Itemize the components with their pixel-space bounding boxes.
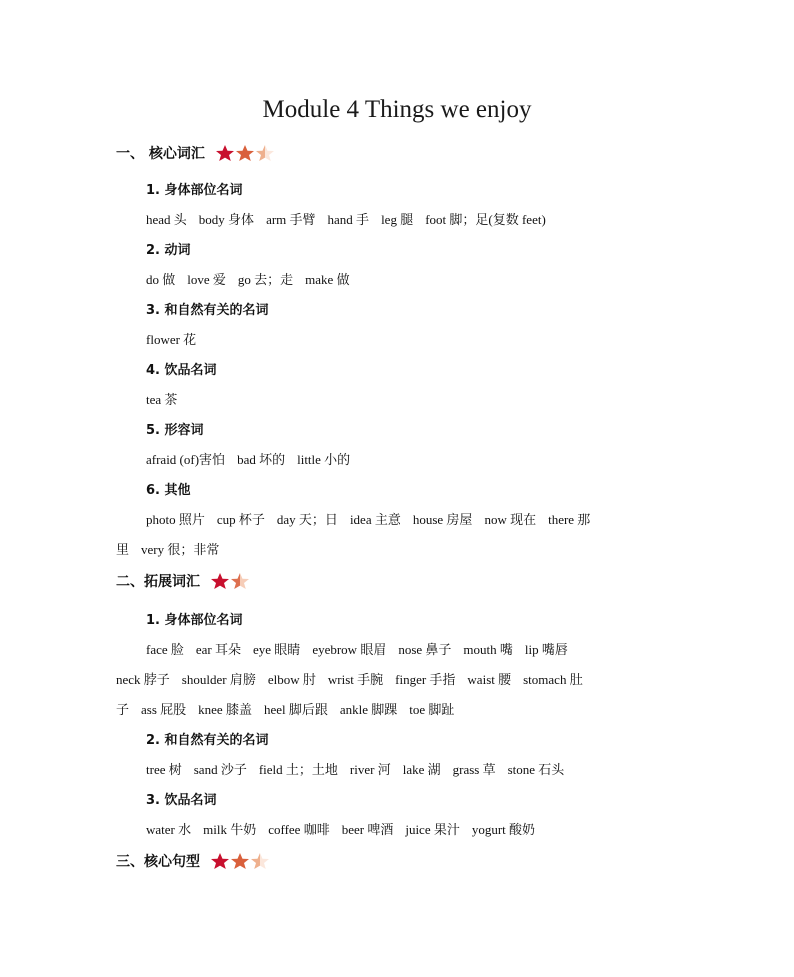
star-icon <box>210 852 230 870</box>
half-star-icon <box>255 144 275 162</box>
vocab-item: afraid (of)害怕 <box>146 452 226 467</box>
vocab-item: waist 腰 <box>467 672 512 687</box>
vocab-item: make 做 <box>305 272 350 287</box>
subheading: 3. 饮品名词 <box>146 793 217 808</box>
vocab-item: love 爱 <box>187 272 226 287</box>
word-line <box>146 449 350 468</box>
vocab-item: water 水 <box>146 822 192 837</box>
vocab-item: cup 杯子 <box>216 512 265 527</box>
word-line <box>146 329 196 348</box>
vocab-item: bad 坏的 <box>237 452 286 467</box>
vocab-item: ankle 脚踝 <box>339 702 398 717</box>
half-star-icon <box>250 852 270 870</box>
difficulty-stars <box>210 572 250 590</box>
vocab-item: hand 手 <box>327 212 370 227</box>
vocab-item: heel 脚后跟 <box>263 702 328 717</box>
word-line <box>116 669 583 688</box>
word-line <box>146 509 590 528</box>
section-heading-core-vocab <box>116 143 275 163</box>
vocab-item: head 头 <box>146 212 187 227</box>
word-line <box>146 639 568 658</box>
vocab-item: juice 果汁 <box>405 822 460 837</box>
vocab-item: ear 耳朵 <box>195 642 242 657</box>
vocab-item: face 脸 <box>146 642 184 657</box>
vocab-item: beer 啤酒 <box>341 822 394 837</box>
vocab-item: ass 屁股 <box>141 702 187 717</box>
section-label: 二、拓展词汇 <box>116 574 200 590</box>
difficulty-stars <box>215 144 275 162</box>
vocab-item: do 做 <box>146 272 176 287</box>
vocab-item: nose 鼻子 <box>398 642 452 657</box>
vocab-item: tea 茶 <box>146 392 178 407</box>
vocab-item: stomach 肚 <box>523 672 583 687</box>
vocab-item: lip 嘴唇 <box>524 642 568 657</box>
vocab-item: neck 脖子 <box>116 672 170 687</box>
vocab-item: knee 膝盖 <box>198 702 252 717</box>
vocab-item: tree 树 <box>146 762 182 777</box>
vocab-item: stone 石头 <box>507 762 565 777</box>
vocab-item: lake 湖 <box>402 762 441 777</box>
vocab-item: sand 沙子 <box>193 762 247 777</box>
vocab-item: yogurt 酸奶 <box>471 822 536 837</box>
vocab-item: elbow 肘 <box>267 672 316 687</box>
star-icon <box>230 852 250 870</box>
vocab-item: photo 照片 <box>146 512 205 527</box>
vocab-item: eye 眼睛 <box>253 642 301 657</box>
subheading: 4. 饮品名词 <box>146 363 217 378</box>
subheading: 2. 动词 <box>146 243 191 258</box>
subheading: 2. 和自然有关的名词 <box>146 733 269 748</box>
vocab-item: very 很；非常 <box>141 542 220 557</box>
vocab-item: toe 脚趾 <box>409 702 455 717</box>
subheading: 5. 形容词 <box>146 423 204 438</box>
word-line <box>116 699 454 718</box>
vocab-item: idea 主意 <box>349 512 401 527</box>
section-label: 三、核心句型 <box>116 854 200 870</box>
vocab-item: there 那 <box>548 512 591 527</box>
vocab-item: field 土；土地 <box>258 762 338 777</box>
vocab-item: wrist 手腕 <box>327 672 384 687</box>
vocab-item: coffee 咖啡 <box>268 822 330 837</box>
subheading: 3. 和自然有关的名词 <box>146 303 269 318</box>
vocab-item: river 河 <box>349 762 391 777</box>
vocab-item: now 现在 <box>484 512 537 527</box>
vocab-item: arm 手臂 <box>266 212 316 227</box>
star-icon <box>210 572 230 590</box>
vocab-item: finger 手指 <box>395 672 456 687</box>
vocab-item: leg 腿 <box>381 212 414 227</box>
section-label: 一、 核心词汇 <box>116 146 205 162</box>
vocab-item: go 去；走 <box>237 272 294 287</box>
word-line <box>146 389 177 408</box>
vocab-item: 子 <box>116 702 130 717</box>
section-heading-extended-vocab <box>116 571 250 591</box>
vocab-item: foot 脚；足(复数 feet) <box>425 212 546 227</box>
vocab-item: house 房屋 <box>412 512 473 527</box>
vocab-item: mouth 嘴 <box>463 642 513 657</box>
vocab-item: milk 牛奶 <box>203 822 257 837</box>
section-heading-core-sentences <box>116 851 270 871</box>
difficulty-stars <box>210 852 270 870</box>
word-line <box>146 819 535 838</box>
half-star-icon <box>230 572 250 590</box>
vocab-item: eyebrow 眼眉 <box>312 642 387 657</box>
subheading: 1. 身体部位名词 <box>146 613 243 628</box>
word-line <box>116 539 219 558</box>
word-line <box>146 269 350 288</box>
vocab-item: body 身体 <box>198 212 255 227</box>
vocab-item: day 天；日 <box>276 512 338 527</box>
star-icon <box>215 144 235 162</box>
word-line <box>146 209 546 228</box>
vocab-item: flower 花 <box>146 332 197 347</box>
vocab-item: grass 草 <box>452 762 496 777</box>
word-line <box>146 759 564 778</box>
page-title: Module 4 Things we enjoy <box>262 96 532 123</box>
star-icon <box>235 144 255 162</box>
subheading: 1. 身体部位名词 <box>146 183 243 198</box>
vocab-item: 里 <box>116 542 130 557</box>
subheading: 6. 其他 <box>146 483 191 498</box>
vocab-item: little 小的 <box>297 452 351 467</box>
vocab-item: shoulder 肩膀 <box>181 672 256 687</box>
